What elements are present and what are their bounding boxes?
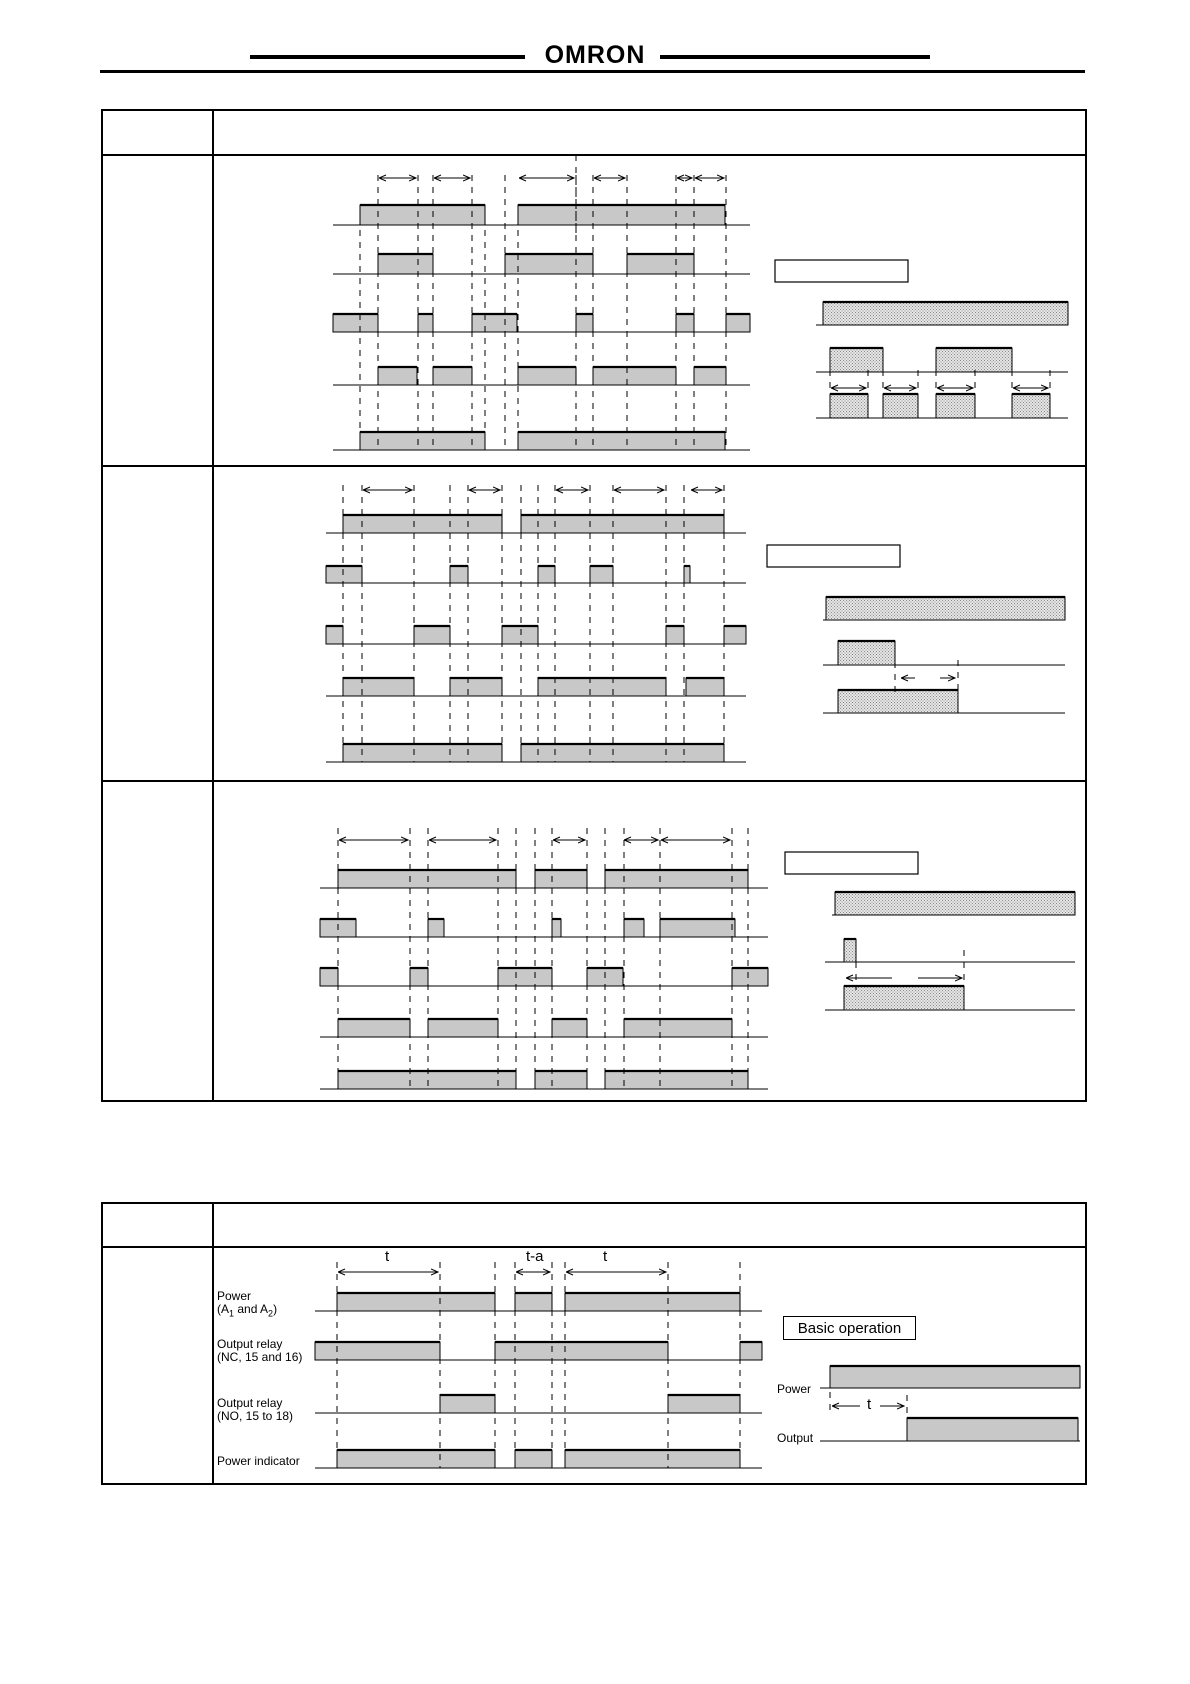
signal-pulse	[433, 367, 472, 385]
signal-pulse	[535, 1071, 587, 1089]
signal-pulse	[320, 968, 338, 986]
signal-pulse	[676, 314, 694, 332]
signal-pulse	[521, 744, 724, 762]
signal-pulse	[605, 1071, 748, 1089]
signal-pulse	[724, 626, 746, 644]
signal-pulse	[593, 367, 676, 385]
signal-pulse	[515, 1450, 552, 1468]
signal-pulse	[428, 919, 444, 937]
signal-pulse	[732, 968, 768, 986]
signal-pulse	[502, 626, 538, 644]
signal-pulse	[627, 254, 694, 274]
signal-label-power: Power ($A_1$ and $A_2$)	[217, 1289, 278, 1319]
signal-label-output-relay-nc: Output relay (NC, 15 and 16)	[217, 1337, 303, 1364]
signal-pulse	[315, 1342, 440, 1360]
signal-pulse	[660, 919, 735, 937]
signal-pulse	[360, 205, 485, 225]
signal-pulse	[668, 1395, 740, 1413]
basic-time-label: t	[867, 1396, 872, 1413]
signal-pulse	[907, 1418, 1078, 1441]
signal-pulse	[326, 566, 362, 583]
signal-pulse	[624, 1019, 732, 1037]
signal-pulse	[830, 348, 883, 372]
signal-pulse	[338, 870, 516, 888]
signal-pulse	[844, 939, 856, 962]
signal-pulse	[495, 1342, 668, 1360]
signal-pulse	[830, 394, 868, 418]
time-label-t: t	[385, 1248, 390, 1265]
signal-pulse	[538, 678, 666, 696]
signal-pulse	[498, 968, 552, 986]
signal-pulse	[694, 367, 726, 385]
signal-pulse	[360, 432, 485, 450]
timing-row-1	[333, 155, 1068, 450]
signal-pulse	[515, 1293, 552, 1311]
signal-pulse	[326, 626, 343, 644]
signal-label-output-relay-no: Output relay (NO, 15 to 18)	[217, 1396, 294, 1423]
basic-operation-title: Basic operation	[783, 1316, 916, 1340]
signal-pulse	[450, 678, 502, 696]
signal-pulse	[826, 597, 1065, 620]
label-box	[785, 852, 918, 874]
signal-pulse	[565, 1293, 740, 1311]
signal-pulse	[333, 314, 378, 332]
signal-pulse	[472, 314, 517, 332]
label-box	[775, 260, 908, 282]
signal-pulse	[535, 870, 587, 888]
timing-row-4	[315, 1262, 1080, 1468]
signal-pulse	[835, 892, 1075, 915]
timing-row-2	[326, 485, 1065, 762]
signal-pulse	[414, 626, 450, 644]
signal-pulse	[684, 566, 690, 583]
signal-pulse	[418, 314, 433, 332]
timing-row-3	[320, 828, 1075, 1089]
signal-pulse	[450, 566, 468, 583]
signal-pulse	[565, 1450, 740, 1468]
signal-pulse	[518, 367, 576, 385]
signal-pulse	[605, 870, 748, 888]
signal-pulse	[624, 919, 644, 937]
signal-pulse	[521, 515, 724, 533]
signal-pulse	[410, 968, 428, 986]
signal-pulse	[343, 515, 502, 533]
signal-label-power-indicator: Power indicator	[217, 1454, 300, 1468]
signal-pulse	[823, 302, 1068, 325]
signal-pulse	[343, 678, 414, 696]
signal-pulse	[538, 566, 555, 583]
signal-pulse	[343, 744, 502, 762]
signal-pulse	[552, 919, 561, 937]
basic-output-label: Output	[777, 1431, 814, 1445]
signal-pulse	[576, 314, 593, 332]
signal-pulse	[936, 394, 975, 418]
signal-pulse	[338, 1019, 410, 1037]
signal-pulse	[378, 367, 417, 385]
signal-pulse	[686, 678, 724, 696]
signal-pulse	[830, 1366, 1080, 1388]
signal-pulse	[838, 690, 958, 713]
signal-pulse	[1012, 394, 1050, 418]
signal-pulse	[552, 1019, 587, 1037]
basic-power-label: Power	[777, 1382, 812, 1396]
signal-pulse	[726, 314, 750, 332]
signal-pulse	[337, 1450, 495, 1468]
signal-pulse	[440, 1395, 495, 1413]
signal-pulse	[428, 1019, 498, 1037]
signal-pulse	[378, 254, 433, 274]
omron-logo: OMRON	[544, 41, 646, 69]
signal-pulse	[338, 1071, 516, 1089]
time-label-t: t	[603, 1248, 608, 1265]
signal-pulse	[590, 566, 613, 583]
signal-pulse	[838, 641, 895, 665]
time-label-t-minus-a: t-a	[526, 1248, 544, 1265]
signal-pulse	[883, 394, 918, 418]
signal-pulse	[666, 626, 684, 644]
label-box	[767, 545, 900, 567]
signal-pulse	[337, 1293, 495, 1311]
signal-pulse	[844, 986, 964, 1010]
signal-pulse	[936, 348, 1012, 372]
signal-pulse	[740, 1342, 762, 1360]
